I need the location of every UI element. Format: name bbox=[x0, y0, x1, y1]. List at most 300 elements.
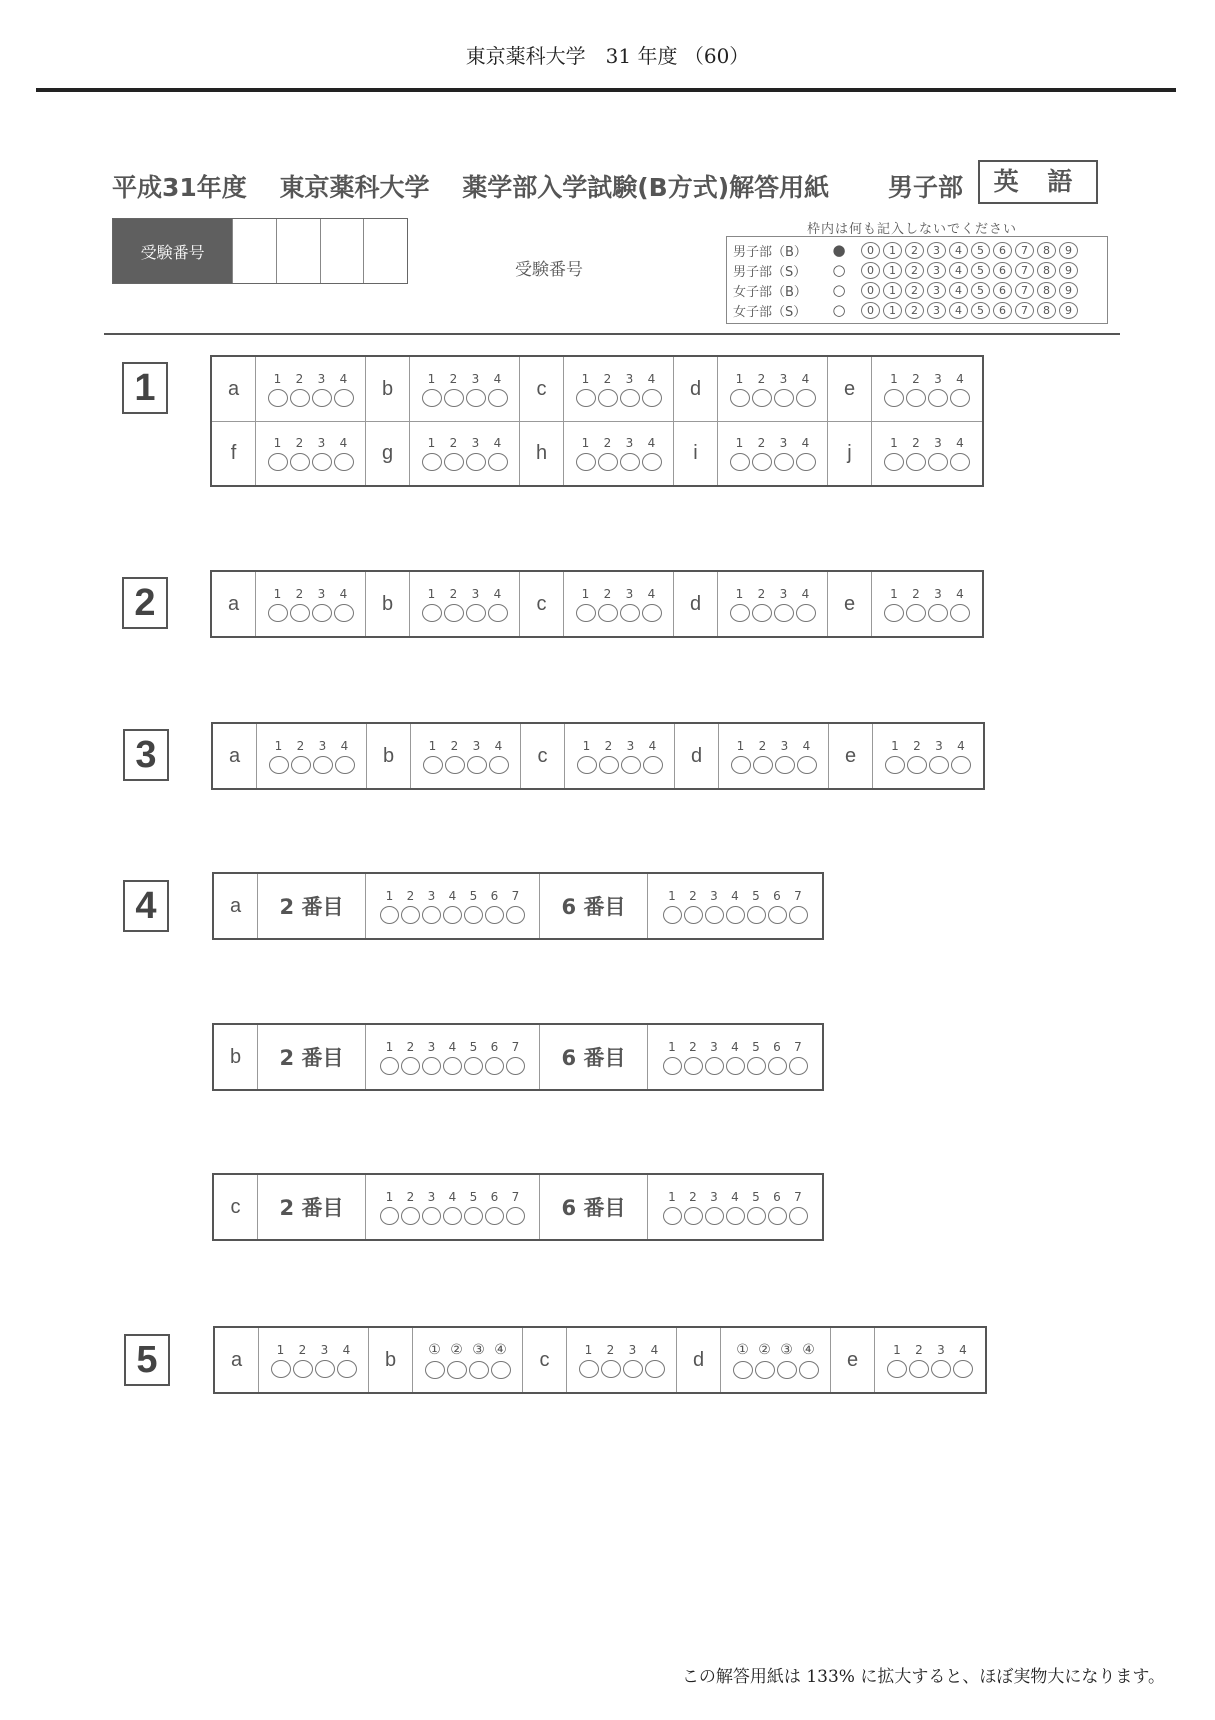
answer-bubble[interactable] bbox=[464, 1057, 483, 1075]
digit-circle: 0 bbox=[861, 262, 880, 279]
answer-bubble[interactable] bbox=[730, 453, 750, 471]
answer-bubble[interactable] bbox=[768, 1057, 787, 1075]
answer-bubble[interactable] bbox=[705, 906, 724, 924]
answer-bubble[interactable] bbox=[576, 453, 596, 471]
item-label: e bbox=[828, 572, 872, 636]
digit-circle: 0 bbox=[861, 302, 880, 319]
answer-bubble[interactable] bbox=[953, 1360, 973, 1378]
answer-bubble[interactable] bbox=[293, 1360, 313, 1378]
section-rule bbox=[104, 333, 1120, 335]
answer-bubble[interactable] bbox=[464, 1207, 483, 1225]
choice-number: 4 bbox=[731, 888, 739, 903]
answer-bubbles bbox=[424, 1361, 512, 1379]
item-label: i bbox=[674, 422, 718, 485]
choice-number: 2 bbox=[757, 436, 766, 450]
answer-bubble[interactable] bbox=[620, 453, 640, 471]
choice-number: 6 bbox=[773, 1039, 781, 1054]
answer-bubble[interactable] bbox=[799, 1361, 819, 1379]
exam-number-cell[interactable] bbox=[276, 219, 320, 283]
answer-bubble[interactable] bbox=[931, 1360, 951, 1378]
choice-number: 3 bbox=[318, 738, 327, 753]
answer-bubble[interactable] bbox=[755, 1361, 775, 1379]
answer-bubbles bbox=[576, 756, 664, 774]
answer-bubble[interactable] bbox=[313, 756, 333, 774]
choice-group bbox=[256, 572, 366, 636]
question-number-4: 4 bbox=[123, 880, 169, 932]
choice-numbers bbox=[379, 1190, 526, 1204]
digit-circle: 3 bbox=[927, 242, 946, 259]
answer-bubble[interactable] bbox=[506, 1057, 525, 1075]
choice-numbers bbox=[575, 587, 663, 601]
answer-bubble[interactable] bbox=[663, 906, 682, 924]
answer-bubble[interactable] bbox=[576, 604, 596, 622]
choice-number: 1 bbox=[584, 1342, 593, 1357]
answer-bubble[interactable] bbox=[885, 756, 905, 774]
answer-bubble[interactable] bbox=[643, 756, 663, 774]
answer-bubble[interactable] bbox=[774, 389, 794, 407]
grid-row-mark: ○ bbox=[832, 281, 846, 299]
item-label: c bbox=[521, 724, 565, 788]
answer-bubble[interactable] bbox=[684, 1207, 703, 1225]
choice-number: 3 bbox=[937, 1342, 945, 1357]
choice-group bbox=[875, 1328, 985, 1392]
answer-bubble[interactable] bbox=[789, 1207, 808, 1225]
sheet-title-university: 東京薬科大学 bbox=[279, 173, 430, 202]
answer-bubble[interactable] bbox=[747, 906, 766, 924]
choice-number: 3 bbox=[779, 436, 788, 450]
answer-bubble[interactable] bbox=[884, 604, 904, 622]
answer-bubble[interactable] bbox=[726, 1057, 745, 1075]
answer-bubble[interactable] bbox=[380, 1207, 399, 1225]
answer-bubbles bbox=[884, 756, 972, 774]
choice-number: 2 bbox=[689, 1189, 697, 1204]
answer-bubble[interactable] bbox=[768, 1207, 787, 1225]
grid-row-mark: ○ bbox=[832, 261, 846, 279]
answer-bubbles bbox=[730, 756, 818, 774]
answer-bubble[interactable] bbox=[950, 453, 970, 471]
choice-number: ① bbox=[428, 1341, 441, 1358]
answer-bubble[interactable] bbox=[906, 389, 926, 407]
answer-row bbox=[214, 1175, 822, 1239]
choice-number: 3 bbox=[626, 738, 635, 753]
answer-bubble[interactable] bbox=[789, 1057, 808, 1075]
answer-bubble[interactable] bbox=[443, 1057, 462, 1075]
sheet-title-exam: 薬学部入学試験(B方式)解答用紙 bbox=[462, 173, 830, 202]
answer-bubble[interactable] bbox=[422, 453, 442, 471]
exam-number-cell[interactable] bbox=[320, 219, 364, 283]
item-label: a bbox=[215, 1328, 259, 1392]
answer-bubbles bbox=[421, 389, 509, 407]
answer-bubble[interactable] bbox=[422, 1057, 441, 1075]
choice-number: 4 bbox=[956, 436, 964, 450]
answer-bubble[interactable] bbox=[485, 906, 504, 924]
answer-bubble[interactable] bbox=[443, 906, 462, 924]
choice-number: 4 bbox=[956, 586, 964, 601]
digit-circle: 4 bbox=[949, 282, 968, 299]
answer-bubble[interactable] bbox=[598, 389, 618, 407]
choice-group bbox=[872, 572, 982, 636]
answer-bubble[interactable] bbox=[733, 1361, 753, 1379]
answer-bubble[interactable] bbox=[576, 389, 596, 407]
answer-bubble[interactable] bbox=[290, 389, 310, 407]
answer-bubble[interactable] bbox=[401, 1057, 420, 1075]
answer-row bbox=[214, 1025, 822, 1089]
answer-bubble[interactable] bbox=[797, 756, 817, 774]
answer-bubble[interactable] bbox=[444, 604, 464, 622]
choice-number: 7 bbox=[794, 1189, 802, 1204]
choice-number: 3 bbox=[710, 1039, 718, 1054]
digit-circle: 3 bbox=[927, 282, 946, 299]
choice-number: 3 bbox=[934, 436, 942, 450]
item-label: d bbox=[675, 724, 719, 788]
answer-table-q3 bbox=[211, 722, 985, 790]
choice-number: 4 bbox=[801, 371, 810, 386]
answer-bubble[interactable] bbox=[268, 604, 288, 622]
answer-bubble[interactable] bbox=[887, 1360, 907, 1378]
answer-bubble[interactable] bbox=[601, 1360, 621, 1378]
choice-group bbox=[872, 357, 982, 421]
answer-bubble[interactable] bbox=[489, 756, 509, 774]
answer-bubble[interactable] bbox=[335, 756, 355, 774]
choice-number: 4 bbox=[801, 436, 810, 450]
answer-bubbles bbox=[729, 604, 817, 622]
slot-label-sixth: 6 番目 bbox=[540, 1175, 648, 1239]
choice-number: 4 bbox=[494, 738, 503, 753]
choice-number: 5 bbox=[469, 1189, 478, 1204]
grid-row bbox=[733, 240, 1101, 260]
answer-bubble[interactable] bbox=[768, 906, 787, 924]
choice-number: 3 bbox=[317, 586, 326, 601]
answer-bubble[interactable] bbox=[731, 756, 751, 774]
answer-bubble[interactable] bbox=[466, 389, 486, 407]
choice-group bbox=[648, 874, 822, 938]
exam-number-caption: 受験番号 bbox=[515, 260, 583, 280]
answer-bubble[interactable] bbox=[312, 453, 332, 471]
answer-bubble[interactable] bbox=[796, 453, 816, 471]
item-label: a bbox=[212, 572, 256, 636]
answer-bubble[interactable] bbox=[447, 1361, 467, 1379]
answer-bubble[interactable] bbox=[620, 389, 640, 407]
answer-bubble[interactable] bbox=[401, 906, 420, 924]
answer-bubbles bbox=[578, 1360, 666, 1378]
answer-bubble[interactable] bbox=[334, 389, 354, 407]
answer-bubble[interactable] bbox=[684, 906, 703, 924]
answer-bubble[interactable] bbox=[950, 389, 970, 407]
answer-bubble[interactable] bbox=[271, 1360, 291, 1378]
answer-bubble[interactable] bbox=[642, 453, 662, 471]
answer-bubbles bbox=[379, 906, 526, 924]
choice-number: 7 bbox=[511, 888, 520, 903]
answer-table-q4a bbox=[212, 872, 824, 940]
answer-bubble[interactable] bbox=[577, 756, 597, 774]
answer-bubbles bbox=[662, 1207, 809, 1225]
choice-number: 1 bbox=[427, 371, 436, 386]
item-label: d bbox=[674, 572, 718, 636]
answer-bubble[interactable] bbox=[488, 389, 508, 407]
slot-label-sixth: 6 番目 bbox=[540, 874, 648, 938]
exam-number-cell[interactable] bbox=[232, 219, 276, 283]
answer-bubble[interactable] bbox=[268, 453, 288, 471]
choice-number: 4 bbox=[493, 436, 502, 450]
choice-group bbox=[256, 357, 366, 421]
choice-group bbox=[564, 357, 674, 421]
answer-bubbles bbox=[422, 756, 510, 774]
exam-number-cell[interactable] bbox=[363, 219, 407, 283]
choice-group bbox=[257, 724, 367, 788]
answer-bubble[interactable] bbox=[488, 604, 508, 622]
answer-bubble[interactable] bbox=[684, 1057, 703, 1075]
choice-number: 2 bbox=[295, 586, 304, 601]
answer-bubbles bbox=[883, 453, 971, 471]
choice-group bbox=[366, 1175, 540, 1239]
choice-number: 2 bbox=[406, 888, 415, 903]
answer-bubble[interactable] bbox=[466, 604, 486, 622]
answer-bubble[interactable] bbox=[623, 1360, 643, 1378]
choice-group bbox=[410, 572, 520, 636]
answer-bubble[interactable] bbox=[642, 389, 662, 407]
answer-bubble[interactable] bbox=[491, 1361, 511, 1379]
answer-bubble[interactable] bbox=[752, 453, 772, 471]
answer-bubble[interactable] bbox=[506, 1207, 525, 1225]
choice-number: 2 bbox=[450, 738, 459, 753]
item-label: h bbox=[520, 422, 564, 485]
choice-number: 6 bbox=[490, 1189, 499, 1204]
answer-bubble[interactable] bbox=[466, 453, 486, 471]
answer-bubble[interactable] bbox=[401, 1207, 420, 1225]
choice-number: 2 bbox=[296, 738, 305, 753]
choice-number: 7 bbox=[511, 1189, 520, 1204]
digit-circle: 1 bbox=[883, 262, 902, 279]
choice-number: 5 bbox=[752, 888, 760, 903]
answer-bubble[interactable] bbox=[469, 1361, 489, 1379]
answer-bubble[interactable] bbox=[663, 1207, 682, 1225]
answer-bubble[interactable] bbox=[796, 604, 816, 622]
choice-number: 3 bbox=[779, 586, 788, 601]
choice-number: 4 bbox=[956, 371, 964, 386]
answer-bubble[interactable] bbox=[621, 756, 641, 774]
choice-number: 1 bbox=[582, 738, 591, 753]
answer-bubble[interactable] bbox=[951, 756, 971, 774]
digit-circle: 1 bbox=[883, 302, 902, 319]
answer-bubble[interactable] bbox=[726, 1207, 745, 1225]
choice-number: ② bbox=[450, 1341, 463, 1358]
choice-numbers bbox=[662, 889, 809, 903]
answer-bubble[interactable] bbox=[906, 453, 926, 471]
answer-bubble[interactable] bbox=[752, 389, 772, 407]
answer-bubble[interactable] bbox=[422, 1207, 441, 1225]
digit-circle: 8 bbox=[1037, 282, 1056, 299]
choice-number: 2 bbox=[406, 1189, 415, 1204]
choice-number: 1 bbox=[890, 371, 898, 386]
answer-bubble[interactable] bbox=[775, 756, 795, 774]
answer-bubbles bbox=[883, 389, 971, 407]
grid-row-label: 男子部（S） bbox=[733, 264, 807, 280]
choice-numbers bbox=[576, 739, 664, 753]
answer-bubble[interactable] bbox=[485, 1057, 504, 1075]
answer-bubble[interactable] bbox=[928, 389, 948, 407]
choice-number: 6 bbox=[773, 1189, 781, 1204]
answer-bubble[interactable] bbox=[422, 389, 442, 407]
choice-number: 4 bbox=[493, 586, 502, 601]
digit-circle: 2 bbox=[905, 242, 924, 259]
choice-group bbox=[366, 1025, 540, 1089]
answer-bubble[interactable] bbox=[907, 756, 927, 774]
answer-bubble[interactable] bbox=[598, 604, 618, 622]
answer-bubble[interactable] bbox=[334, 604, 354, 622]
answer-bubble[interactable] bbox=[467, 756, 487, 774]
answer-bubble[interactable] bbox=[506, 906, 525, 924]
choice-group bbox=[410, 422, 520, 485]
answer-bubble[interactable] bbox=[422, 906, 441, 924]
choice-number: 2 bbox=[298, 1342, 307, 1357]
answer-bubble[interactable] bbox=[488, 453, 508, 471]
footer-note: この解答用紙は 133% に拡大すると、ほぼ実物大になります。 bbox=[681, 1667, 1165, 1687]
answer-row bbox=[212, 357, 982, 421]
choice-number: 2 bbox=[912, 436, 920, 450]
digit-circle: 3 bbox=[927, 302, 946, 319]
answer-bubble[interactable] bbox=[705, 1057, 724, 1075]
answer-bubble[interactable] bbox=[380, 906, 399, 924]
answer-bubble[interactable] bbox=[334, 453, 354, 471]
digit-circle: 9 bbox=[1059, 302, 1078, 319]
choice-numbers bbox=[884, 739, 972, 753]
choice-number: 1 bbox=[385, 1189, 394, 1204]
answer-row bbox=[212, 421, 982, 485]
choice-number: ④ bbox=[494, 1341, 507, 1358]
answer-bubble[interactable] bbox=[730, 389, 750, 407]
choice-group bbox=[718, 357, 828, 421]
digit-circle: 4 bbox=[949, 242, 968, 259]
answer-bubble[interactable] bbox=[789, 906, 808, 924]
answer-bubble[interactable] bbox=[642, 604, 662, 622]
answer-bubble[interactable] bbox=[485, 1207, 504, 1225]
part-label: c bbox=[214, 1175, 258, 1239]
slot-label-second: 2 番目 bbox=[258, 874, 366, 938]
choice-number: 4 bbox=[647, 371, 656, 386]
choice-number: 2 bbox=[915, 1342, 923, 1357]
item-label: a bbox=[212, 357, 256, 421]
choice-number: 1 bbox=[736, 738, 745, 753]
choice-number: 5 bbox=[752, 1189, 760, 1204]
page-header: 東京薬科大学 31 年度 （60） bbox=[465, 44, 750, 68]
digit-circle: 6 bbox=[993, 282, 1012, 299]
answer-bubble[interactable] bbox=[464, 906, 483, 924]
answer-bubble[interactable] bbox=[747, 1057, 766, 1075]
answer-bubble[interactable] bbox=[315, 1360, 335, 1378]
answer-bubble[interactable] bbox=[884, 453, 904, 471]
answer-bubbles bbox=[662, 906, 809, 924]
question-number-3: 3 bbox=[123, 729, 169, 781]
answer-bubble[interactable] bbox=[291, 756, 311, 774]
answer-bubble[interactable] bbox=[337, 1360, 357, 1378]
grid-row bbox=[733, 300, 1101, 320]
answer-bubble[interactable] bbox=[422, 604, 442, 622]
digit-circle: 8 bbox=[1037, 262, 1056, 279]
answer-bubbles bbox=[575, 389, 663, 407]
answer-bubble[interactable] bbox=[620, 604, 640, 622]
answer-bubble[interactable] bbox=[884, 389, 904, 407]
choice-number: 3 bbox=[320, 1342, 329, 1357]
answer-bubble[interactable] bbox=[443, 1207, 462, 1225]
answer-bubble[interactable] bbox=[598, 453, 618, 471]
answer-bubble[interactable] bbox=[774, 453, 794, 471]
answer-bubble[interactable] bbox=[777, 1361, 797, 1379]
answer-bubble[interactable] bbox=[752, 604, 772, 622]
choice-number: 4 bbox=[339, 586, 348, 601]
answer-bubble[interactable] bbox=[663, 1057, 682, 1075]
answer-table-q2 bbox=[210, 570, 984, 638]
choice-numbers bbox=[729, 372, 817, 386]
choice-number: 4 bbox=[493, 371, 502, 386]
choice-numbers bbox=[578, 1343, 666, 1357]
answer-bubble[interactable] bbox=[444, 389, 464, 407]
choice-number: 1 bbox=[581, 586, 590, 601]
answer-bubble[interactable] bbox=[928, 604, 948, 622]
answer-bubble[interactable] bbox=[445, 756, 465, 774]
answer-bubble[interactable] bbox=[444, 453, 464, 471]
answer-bubble[interactable] bbox=[726, 906, 745, 924]
answer-bubble[interactable] bbox=[312, 604, 332, 622]
choice-number: 4 bbox=[650, 1342, 659, 1357]
choice-numbers bbox=[421, 587, 509, 601]
choice-number: 2 bbox=[449, 371, 458, 386]
choice-number: 1 bbox=[668, 1039, 676, 1054]
answer-bubble[interactable] bbox=[906, 604, 926, 622]
answer-bubbles bbox=[267, 453, 355, 471]
answer-bubble[interactable] bbox=[796, 389, 816, 407]
answer-bubble[interactable] bbox=[290, 453, 310, 471]
answer-bubble[interactable] bbox=[730, 604, 750, 622]
answer-bubble[interactable] bbox=[774, 604, 794, 622]
choice-group bbox=[718, 572, 828, 636]
answer-bubble[interactable] bbox=[753, 756, 773, 774]
item-label: f bbox=[212, 422, 256, 485]
choice-number: 4 bbox=[448, 1189, 457, 1204]
choice-number: 2 bbox=[603, 586, 612, 601]
answer-bubble[interactable] bbox=[269, 756, 289, 774]
choice-number: 2 bbox=[603, 371, 612, 386]
answer-bubble[interactable] bbox=[909, 1360, 929, 1378]
answer-bubble[interactable] bbox=[312, 389, 332, 407]
digit-circle: 7 bbox=[1015, 242, 1034, 259]
answer-bubble[interactable] bbox=[380, 1057, 399, 1075]
answer-bubble[interactable] bbox=[645, 1360, 665, 1378]
answer-bubble[interactable] bbox=[425, 1361, 445, 1379]
answer-bubble[interactable] bbox=[423, 756, 443, 774]
choice-number: 1 bbox=[385, 1039, 394, 1054]
answer-bubble[interactable] bbox=[928, 453, 948, 471]
choice-group bbox=[256, 422, 366, 485]
answer-bubbles bbox=[729, 389, 817, 407]
answer-bubble[interactable] bbox=[579, 1360, 599, 1378]
choice-number: 1 bbox=[273, 586, 282, 601]
answer-bubble[interactable] bbox=[290, 604, 310, 622]
grid-row bbox=[733, 280, 1101, 300]
answer-bubble[interactable] bbox=[705, 1207, 724, 1225]
choice-number: 4 bbox=[959, 1342, 967, 1357]
digit-circle: 2 bbox=[905, 302, 924, 319]
digit-circle: 9 bbox=[1059, 242, 1078, 259]
answer-bubble[interactable] bbox=[929, 756, 949, 774]
digit-circle: 8 bbox=[1037, 242, 1056, 259]
answer-bubble[interactable] bbox=[599, 756, 619, 774]
digit-circle: 4 bbox=[949, 262, 968, 279]
answer-bubble[interactable] bbox=[268, 389, 288, 407]
choice-numbers bbox=[729, 587, 817, 601]
answer-bubble[interactable] bbox=[950, 604, 970, 622]
answer-bubble[interactable] bbox=[747, 1207, 766, 1225]
question-number-1: 1 bbox=[122, 362, 168, 414]
